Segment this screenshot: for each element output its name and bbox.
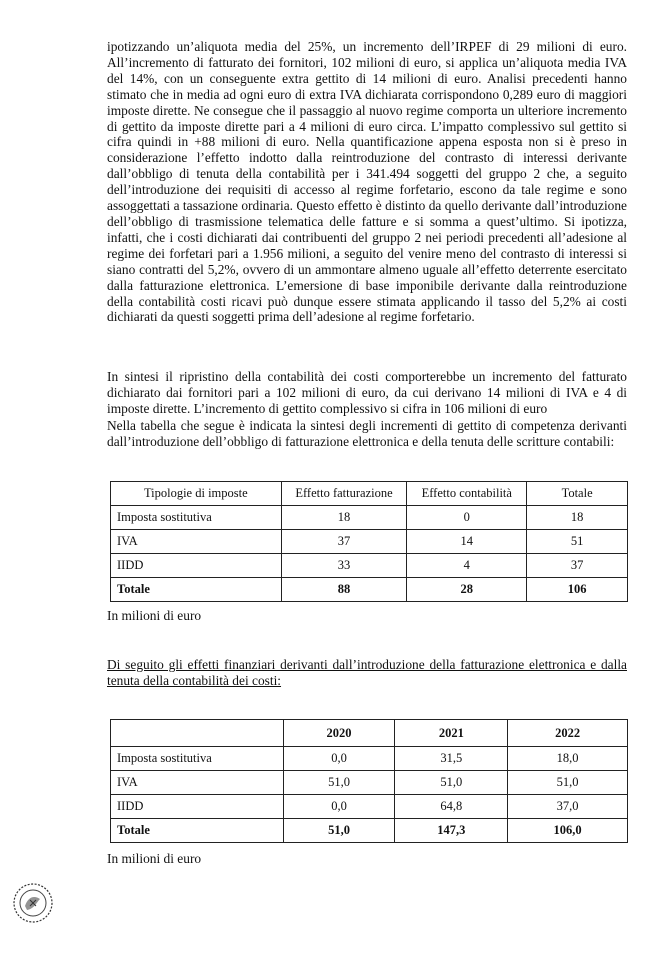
row-label: Imposta sostitutiva — [111, 747, 284, 771]
table-cell: 18 — [527, 506, 628, 530]
table-cell: 37 — [281, 530, 407, 554]
row-label: IVA — [111, 771, 284, 795]
table-cell: 14 — [407, 530, 527, 554]
row-label: Totale — [111, 578, 282, 602]
table-cell: 88 — [281, 578, 407, 602]
table-cell: 18 — [281, 506, 407, 530]
table-unit-note: In milioni di euro — [107, 851, 202, 866]
row-label: IIDD — [111, 554, 282, 578]
paragraph-irpef-iva-analysis: ipotizzando un’aliquota media del 25%, un incremento dell’IRPEF di 29 milioni di euro. All’incremento di fatturato dei fornitori, 102 milioni di euro, si applica un’aliquota media IVA del 14%, con un conseguente extra gettito di 14 milioni di euro. Analisi precedenti hanno stimato che in media ad ogni euro di extra IVA dichiarata corrispondono 0,289 euro di maggiori imposte dirette. Ne consegue che il passaggio al nuovo regime comporta un ulteriore incremento di gettito da imposte dirette pari a 4 milioni di euro circa. L’impatto complessivo sul gettito si cifra quindi in +88 milioni di euro. Nella quantificazione appena esposta non si è preso in considerazione l’effetto indotto dalla reintroduzione del contrasto di interessi derivante dall’obbligo di tenuta della contabilità per i 341.494 soggetti del gruppo 2 che, a seguito dell’introduzione dei requisiti di accesso al regime forfetario, escono da tale regime e sono assoggettati a tassazione ordinaria. Questo effetto è distinto da quello derivante dall’introduzione dell’obbligo di trasmissione telematica delle fatture e si somma a quest’ultimo. Si ipotizza, infatti, che i costi dichiarati dai contribuenti del gruppo 2 nei periodi precedenti all’adesione al regime dei forfetari pari a 1.956 milioni, a seguito del venire meno del contrasto di interessi si siano contratti del 5,2%, ovvero di un ammontare almeno uguale all’effetto deterrente esercitato dalla fatturazione elettronica. L’emersione di base imponibile derivante dalla reintroduzione della contabilità costi ricavi può dunque essere stimata applicando il tasso del 5,2% ai costi dichiarati da questi soggetti prima dell’adesione al regime forfetario. — [107, 39, 627, 325]
table-cell: 51,0 — [283, 771, 395, 795]
table-cell: 0 — [407, 506, 527, 530]
table-cell: 18,0 — [508, 747, 628, 771]
paragraph-summary: In sintesi il ripristino della contabilità dei costi comporterebbe un incremento del fatturato dichiarato dai fornitori pari a 102 milioni di euro, da cui derivano 14 milioni di IVA e 4 di imposte dirette. L’incremento di gettito complessivo si cifra in 106 milioni di euro — [107, 369, 627, 416]
table-cell: 37,0 — [508, 795, 628, 819]
table-unit-note: In milioni di euro — [107, 608, 202, 623]
table-cell: 51,0 — [508, 771, 628, 795]
table-cell: 4 — [407, 554, 527, 578]
table-cell: 0,0 — [283, 747, 395, 771]
column-header: Totale — [527, 482, 628, 506]
table-cell: 51,0 — [395, 771, 508, 795]
table-cell: 37 — [527, 554, 628, 578]
table-financial-effects — [110, 719, 628, 843]
column-header: Effetto fatturazione — [281, 482, 407, 506]
table-cell: 0,0 — [283, 795, 395, 819]
seal-stamp-icon — [12, 882, 54, 924]
table-cell: 51 — [527, 530, 628, 554]
column-header: 2020 — [283, 720, 395, 747]
table-tax-effects-summary — [110, 481, 628, 602]
table-cell: 106 — [527, 578, 628, 602]
row-label: IVA — [111, 530, 282, 554]
table-row — [111, 554, 628, 578]
table-row — [111, 747, 628, 771]
paragraph-table-intro: Nella tabella che segue è indicata la sintesi degli incrementi di gettito di competenza derivanti dall’introduzione dell’obbligo di fatturazione elettronica e della tenuta delle scritture contabili: — [107, 418, 627, 449]
column-header: 2021 — [395, 720, 508, 747]
column-header: 2022 — [508, 720, 628, 747]
table-total-row — [111, 578, 628, 602]
column-header — [111, 720, 284, 747]
row-label: IIDD — [111, 795, 284, 819]
table-row — [111, 530, 628, 554]
table-cell: 28 — [407, 578, 527, 602]
table-cell: 51,0 — [283, 819, 395, 843]
section-heading-financial-effects: Di seguito gli effetti finanziari derivanti dall’introduzione della fatturazione elettronica e dalla tenuta della contabilità dei costi: — [107, 657, 627, 688]
table-header-row — [111, 482, 628, 506]
column-header: Effetto contabilità — [407, 482, 527, 506]
table-row — [111, 506, 628, 530]
table-cell: 33 — [281, 554, 407, 578]
table-cell: 31,5 — [395, 747, 508, 771]
row-label: Totale — [111, 819, 284, 843]
table-cell: 64,8 — [395, 795, 508, 819]
table-cell: 147,3 — [395, 819, 508, 843]
column-header: Tipologie di imposte — [111, 482, 282, 506]
table-total-row — [111, 819, 628, 843]
row-label: Imposta sostitutiva — [111, 506, 282, 530]
table-cell: 106,0 — [508, 819, 628, 843]
table-row — [111, 795, 628, 819]
table-header-row — [111, 720, 628, 747]
table-row — [111, 771, 628, 795]
